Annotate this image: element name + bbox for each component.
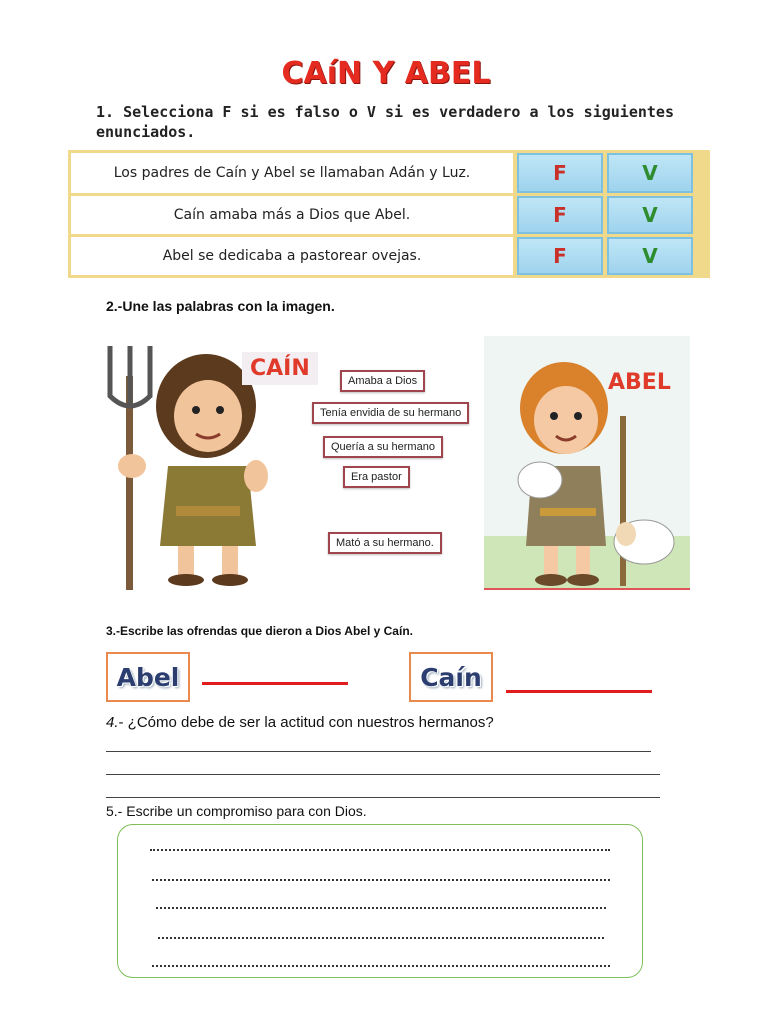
dotted-line[interactable] — [158, 937, 604, 939]
true-false-section — [68, 48, 704, 272]
true-button-2[interactable]: V — [607, 196, 693, 234]
true-button-3[interactable]: V — [607, 237, 693, 275]
question-4-number: 4. — [106, 714, 119, 731]
word-box[interactable]: Amaba a Dios — [340, 370, 425, 392]
false-button-2[interactable]: F — [517, 196, 603, 234]
abel-label: ABEL — [608, 370, 671, 395]
question-4-text: - ¿Cómo debe de ser la actitud con nuestros hermanos? — [118, 714, 494, 731]
answer-line-2[interactable] — [106, 774, 660, 775]
false-button-1[interactable]: F — [517, 153, 603, 193]
false-button-3[interactable]: F — [517, 237, 603, 275]
table-row — [71, 237, 707, 275]
true-button-1[interactable]: V — [607, 153, 693, 193]
question-4 — [106, 714, 494, 731]
abel-illustration — [484, 336, 690, 590]
word-box[interactable]: Quería a su hermano — [323, 436, 443, 458]
table-row — [71, 153, 707, 193]
statement-3: Abel se dedicaba a pastorear ovejas. — [71, 237, 513, 275]
dotted-line[interactable] — [150, 849, 610, 851]
dotted-line[interactable] — [152, 965, 610, 967]
true-false-table — [68, 150, 710, 278]
abel-answer-line[interactable] — [202, 682, 348, 685]
word-box[interactable]: Mató a su hermano. — [328, 532, 442, 554]
divider — [484, 588, 690, 590]
question-1: 1. Selecciona F si es falso o V si es verdadero a los siguientes enunciados. — [96, 103, 674, 141]
cain-offering-label: Caín — [409, 652, 493, 702]
cain-answer-line[interactable] — [506, 690, 652, 693]
dotted-line[interactable] — [156, 907, 606, 909]
table-row — [71, 196, 707, 234]
abel-offering-label: Abel — [106, 652, 190, 702]
statement-2: Caín amaba más a Dios que Abel. — [71, 196, 513, 234]
dotted-line[interactable] — [152, 879, 610, 881]
question-5: 5.- Escribe un compromiso para con Dios. — [106, 803, 367, 819]
statement-1: Los padres de Caín y Abel se llamaban Adán y Luz. — [71, 153, 513, 193]
commitment-box[interactable] — [117, 824, 643, 978]
question-3: 3.-Escribe las ofrendas que dieron a Dios Abel y Caín. — [106, 624, 413, 638]
word-box[interactable]: Era pastor — [343, 466, 410, 488]
worksheet-title: CAíN Y ABEL — [281, 56, 491, 91]
answer-line-3[interactable] — [106, 797, 660, 798]
answer-line-1[interactable] — [106, 751, 651, 752]
cain-illustration — [96, 336, 310, 590]
word-box[interactable]: Tenía envidia de su hermano — [312, 402, 469, 424]
cain-label: CAÍN — [242, 352, 318, 385]
question-2: 2.-Une las palabras con la imagen. — [106, 298, 335, 314]
